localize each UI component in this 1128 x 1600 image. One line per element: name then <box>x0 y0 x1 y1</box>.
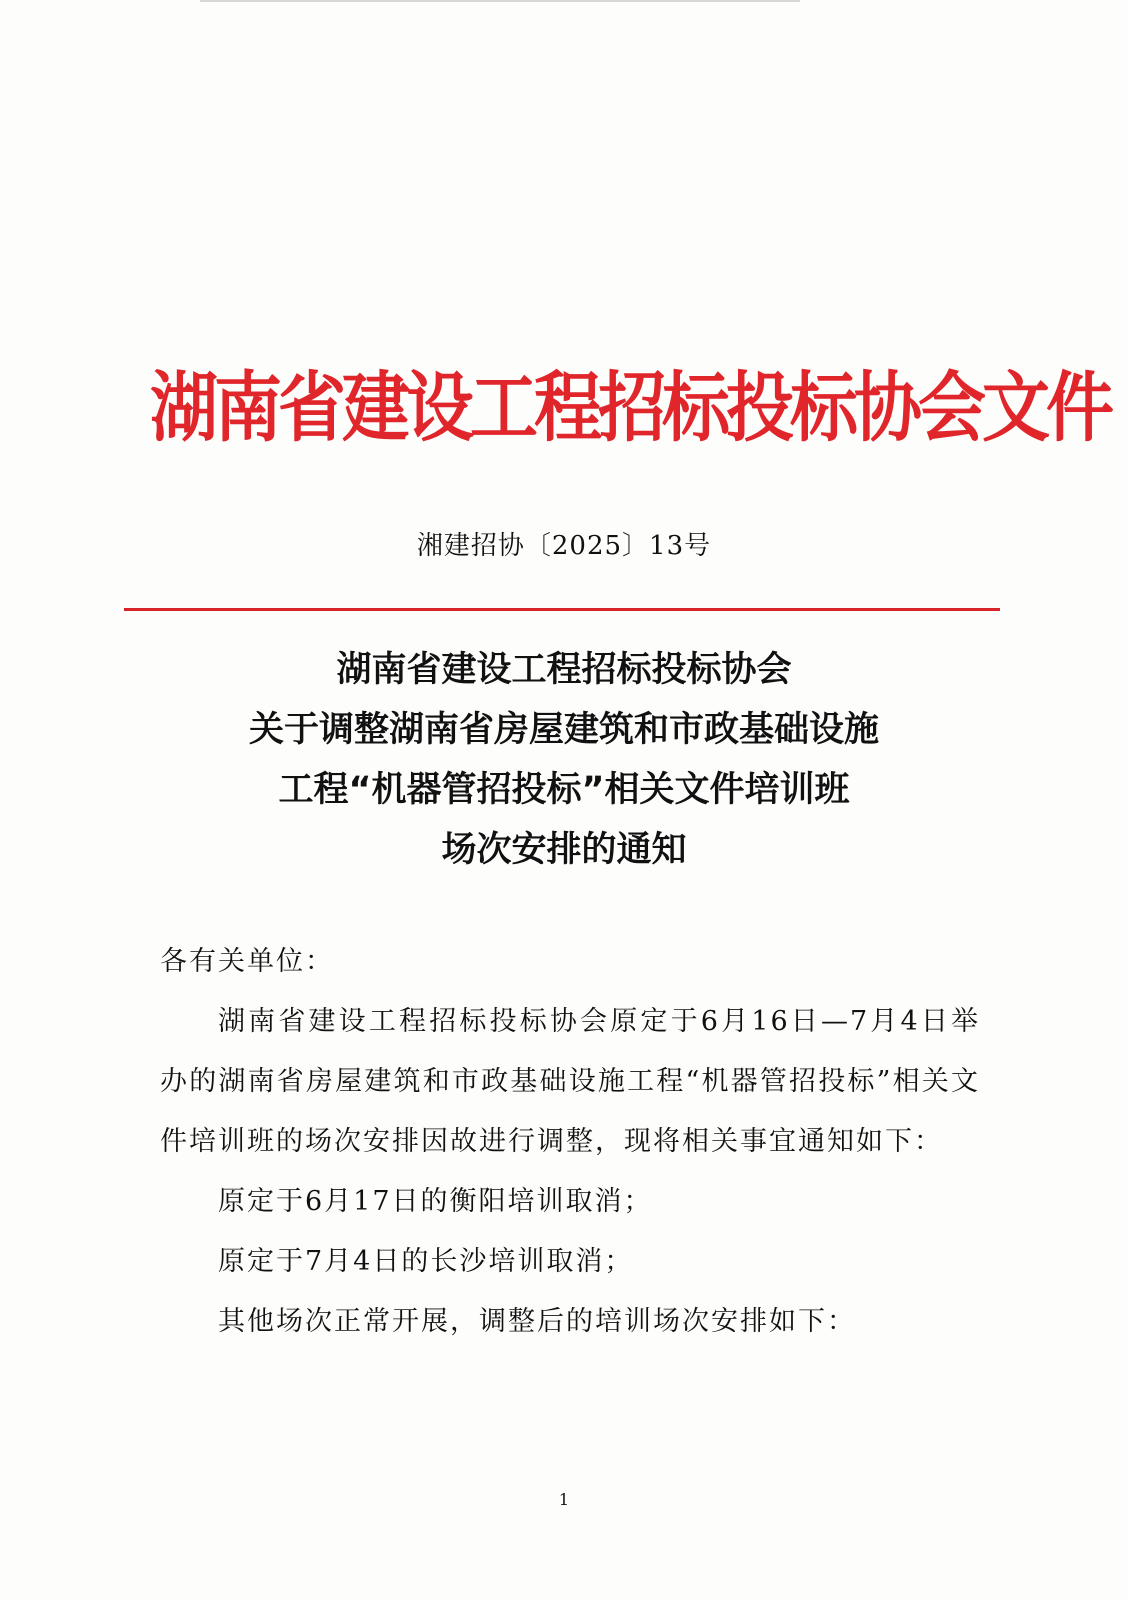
notice-body <box>160 932 980 1352</box>
salutation: 各有关单位： <box>160 946 334 977</box>
scan-edge-mark <box>200 0 800 2</box>
notice-title-line-4: 场次安排的通知 <box>441 830 687 870</box>
list-item: 原定于7月4日的长沙培训取消； <box>218 1246 634 1277</box>
page-number: 1 <box>558 1490 570 1509</box>
notice-title-line-2: 关于调整湖南省房屋建筑和市政基础设施 <box>248 710 879 750</box>
org-header-title: 湖南省建设工程招标投标协会文件 <box>150 364 1111 454</box>
notice-title <box>0 640 1128 880</box>
notice-title-line-3: 工程“机器管招投标”相关文件培训班 <box>278 770 850 810</box>
list-item: 原定于6月17日的衡阳培训取消； <box>218 1186 653 1217</box>
document-number: 湘建招协〔2025〕13号 <box>416 531 712 561</box>
list-item: 其他场次正常开展，调整后的培训场次安排如下： <box>218 1306 856 1337</box>
notice-title-line-1: 湖南省建设工程招标投标协会 <box>336 650 792 690</box>
red-divider-line <box>124 608 1000 611</box>
body-paragraph: 湖南省建设工程招标投标协会原定于6月16日—7月4日举办的湖南省房屋建筑和市政基础设施工程“机器管招投标”相关文件培训班的场次安排因故进行调整，现将相关事宜通知如下： <box>160 1006 980 1157</box>
